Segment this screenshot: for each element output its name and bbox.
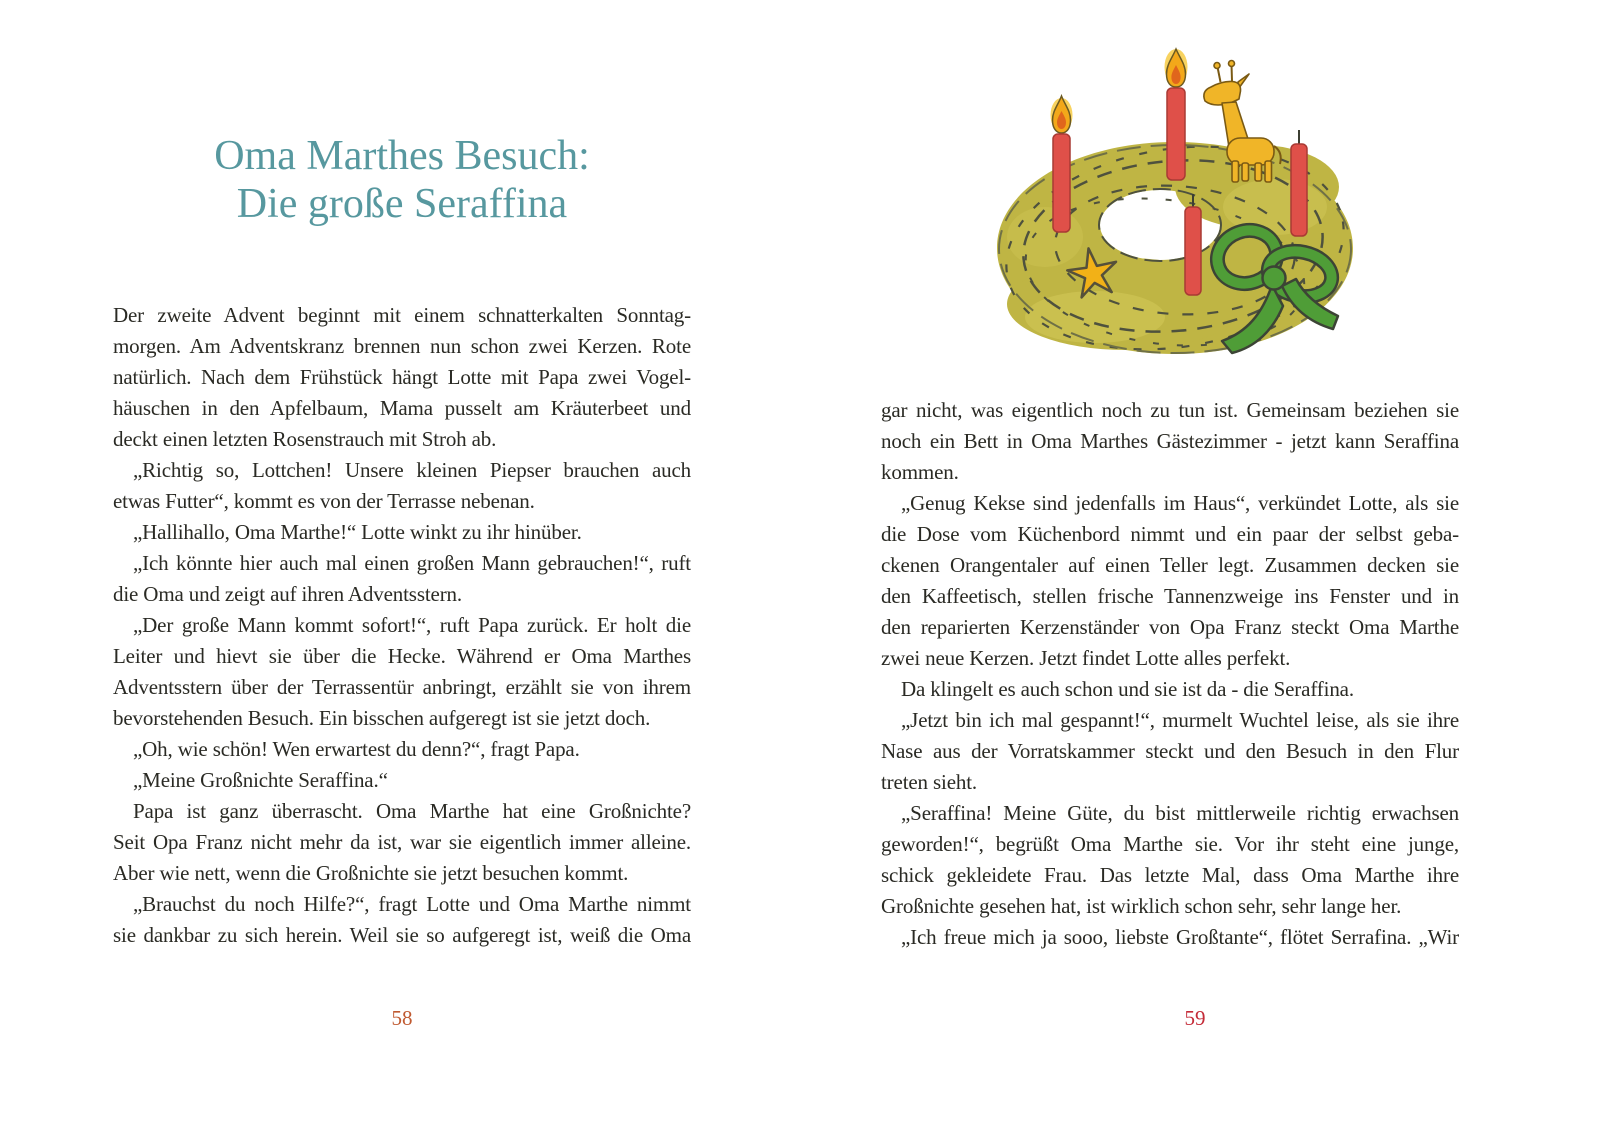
candle-left-lit	[1051, 96, 1073, 232]
text-line: die Oma und zeigt auf ihren Adventsstern.	[113, 582, 463, 606]
text-line: gar nicht, was eigentlich noch zu tun ist. Gemeinsam beziehen sie	[881, 398, 1459, 422]
text-line: „Richtig so, Lottchen! Unsere kleinen Piepser brauchen auch	[133, 458, 691, 482]
text-line: deckt einen letzten Rosenstrauch mit Stroh ab.	[113, 427, 497, 451]
text-line: Der zweite Advent beginnt mit einem schnatterkalten Sonntag-	[113, 303, 691, 327]
text-line: „Meine Großnichte Seraffina.“	[133, 768, 388, 792]
text-line: „Jetzt bin ich mal gespannt!“, murmelt Wuchtel leise, als sie ihre	[901, 708, 1459, 732]
chapter-title	[113, 132, 691, 228]
chapter-title-line-2: Die große Seraffina	[236, 181, 568, 227]
text-line: Nase aus der Vorratskammer steckt und den Besuch in den Flur	[881, 739, 1459, 763]
text-line: „Hallihallo, Oma Marthe!“ Lotte winkt zu ihr hinüber.	[133, 520, 582, 544]
text-line: ckenen Orangentaler auf einen Teller legt. Zusammen decken sie	[881, 553, 1459, 577]
text-line: etwas Futter“, kommt es von der Terrasse nebenan.	[113, 489, 535, 513]
left-page	[113, 0, 691, 1130]
text-line: den Kaffeetisch, stellen frische Tannenzweige ins Fenster und in	[881, 584, 1459, 608]
right-page-text	[881, 395, 1459, 953]
text-line: Aber wie nett, wenn die Großnichte sie jetzt besuchen kommt.	[113, 861, 629, 885]
text-line: „Genug Kekse sind jedenfalls im Haus“, verkündet Lotte, als sie	[901, 491, 1459, 515]
text-line: Papa ist ganz überrascht. Oma Marthe hat eine Großnichte?	[133, 799, 691, 823]
candle-right-unlit	[1291, 130, 1307, 236]
text-line: „Der große Mann kommt sofort!“, ruft Papa zurück. Er holt die	[133, 613, 691, 637]
left-page-text	[113, 300, 691, 951]
left-page-number: 58	[391, 1006, 413, 1030]
candle-front-unlit	[1185, 194, 1201, 295]
advent-wreath-svg	[975, 22, 1355, 362]
candle-back-lit	[1165, 49, 1188, 180]
text-line: morgen. Am Adventskranz brennen nun schon zwei Kerzen. Rote	[113, 334, 691, 358]
text-line: „Ich könnte hier auch mal einen großen Mann gebrauchen!“, ruft	[133, 551, 691, 575]
right-page-number: 59	[1184, 1006, 1206, 1030]
text-line: „Brauchst du noch Hilfe?“, fragt Lotte und Oma Marthe nimmt	[133, 892, 691, 916]
advent-wreath-illustration	[975, 22, 1355, 362]
text-line: kommen.	[881, 460, 959, 484]
text-line: den reparierten Kerzenständer von Opa Franz steckt Oma Marthe	[881, 615, 1459, 639]
text-line: Da klingelt es auch schon und sie ist da - die Seraffina.	[901, 677, 1354, 701]
text-line: „Ich freue mich ja sooo, liebste Großtante“, flötet Serrafina. „Wir	[901, 925, 1459, 949]
text-line: Adventsstern über der Terrassentür anbringt, erzählt sie von ihrem	[113, 675, 691, 699]
text-line: bevorstehenden Besuch. Ein bisschen aufgeregt ist sie jetzt doch.	[113, 706, 651, 730]
text-line: natürlich. Nach dem Frühstück hängt Lotte mit Papa zwei Vogel-	[113, 365, 691, 389]
text-line: Leiter und hievt sie über die Hecke. Während er Oma Marthes	[113, 644, 691, 668]
text-line: „Seraffina! Meine Güte, du bist mittlerweile richtig erwachsen	[901, 801, 1459, 825]
text-line: geworden!“, begrüßt Oma Marthe sie. Vor ihr steht eine junge,	[881, 832, 1459, 856]
text-line: Seit Opa Franz nicht mehr da ist, war sie eigentlich immer alleine.	[113, 830, 691, 854]
text-line: noch ein Bett in Oma Marthes Gästezimmer - jetzt kann Seraffina	[881, 429, 1459, 453]
text-line: treten sieht.	[881, 770, 978, 794]
text-line: häuschen in den Apfelbaum, Mama pusselt am Kräuterbeet und	[113, 396, 691, 420]
text-line: sie dankbar zu sich herein. Weil sie so aufgeregt ist, weiß die Oma	[113, 923, 691, 947]
text-line: schick gekleidete Frau. Das letzte Mal, dass Oma Marthe ihre	[881, 863, 1459, 887]
right-page	[881, 0, 1459, 1130]
chapter-title-line-1: Oma Marthes Besuch:	[214, 133, 590, 179]
text-line: Großnichte gesehen hat, ist wirklich schon sehr, sehr lange her.	[881, 894, 1402, 918]
text-line: „Oh, wie schön! Wen erwartest du denn?“, fragt Papa.	[133, 737, 580, 761]
text-line: zwei neue Kerzen. Jetzt findet Lotte alles perfekt.	[881, 646, 1291, 670]
text-line: die Dose vom Küchenbord nimmt und ein paar der selbst geba-	[881, 522, 1459, 546]
